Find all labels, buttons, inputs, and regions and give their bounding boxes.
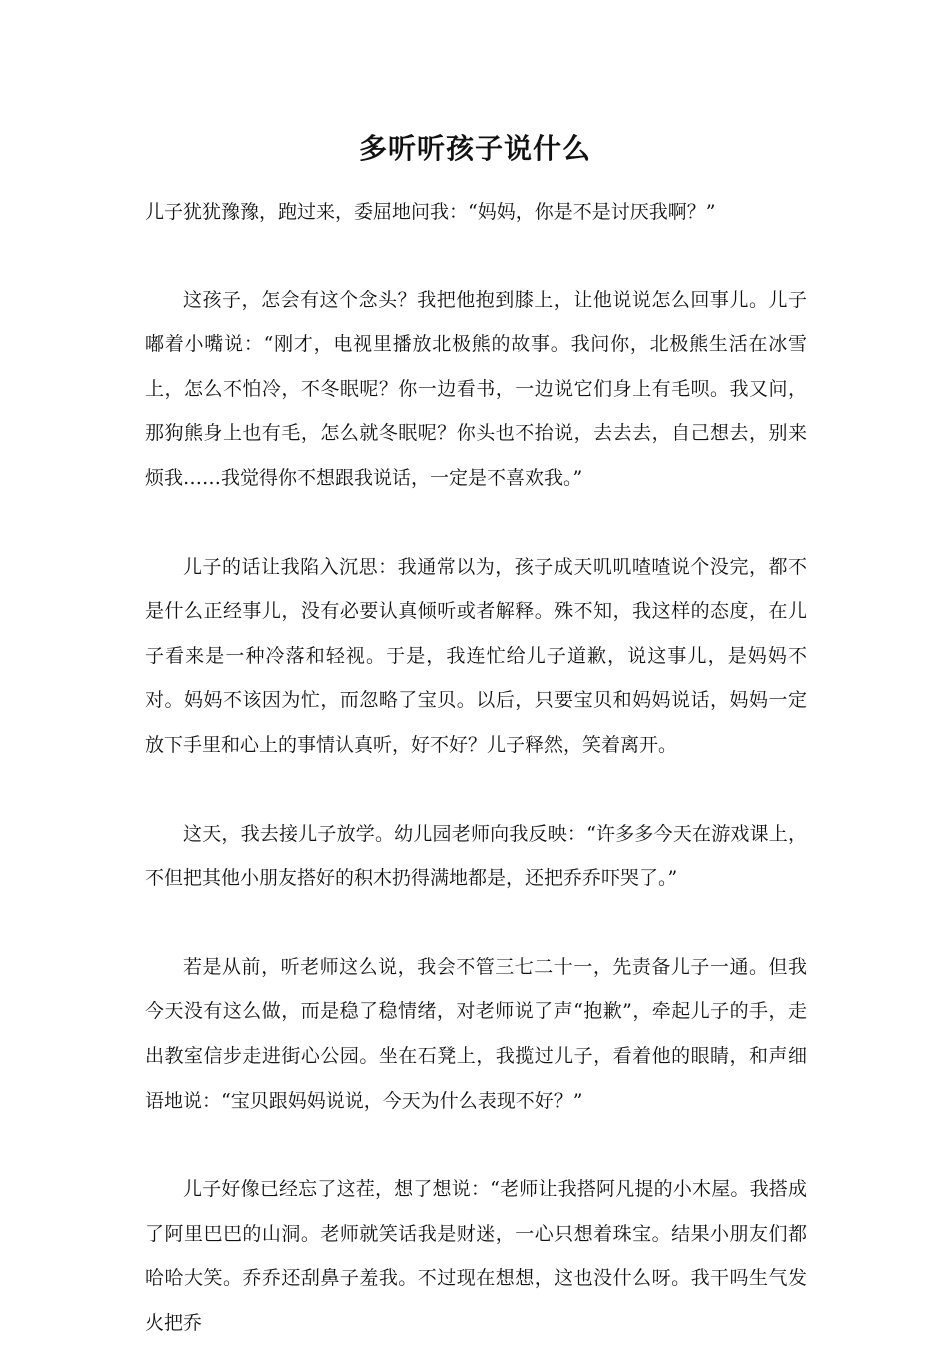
paragraph-6: 儿子好像已经忘了这茬，想了想说：“老师让我搭阿凡提的小木屋。我搭成了阿里巴巴的山洞。老师就笑话我是财迷，一心只想着珠宝。结果小朋友们都哈哈大笑。乔乔还刮鼻子羞我。不过现在想想，这也没什么呀。我干吗生气发火把乔 — [145, 1178, 807, 1334]
document-body — [145, 190, 807, 1345]
paragraph-2: 这孩子，怎会有这个念头？我把他抱到膝上，让他说说怎么回事儿。儿子嘟着小嘴说：“刚才，电视里播放北极熊的故事。我问你，北极熊生活在冰雪上，怎么不怕冷，不冬眠呢？你一边看书，一边说它们身上有毛呗。我又问，那狗熊身上也有毛，怎么就冬眠呢？你头也不抬说，去去去，自己想去，别来烦我……我觉得你不想跟我说话，一定是不喜欢我。” — [145, 288, 807, 489]
paragraph-4: 这天，我去接儿子放学。幼儿园老师向我反映：“许多多今天在游戏课上，不但把其他小朋友搭好的积木扔得满地都是，还把乔乔吓哭了。” — [145, 822, 807, 890]
paragraph-5: 若是从前，听老师这么说，我会不管三七二十一，先责备儿子一通。但我今天没有这么做，而是稳了稳情绪，对老师说了声“抱歉”，牵起儿子的手，走出教室信步走进街心公园。坐在石凳上，我揽过儿子，看着他的眼睛，和声细语地说：“宝贝跟妈妈说说，今天为什么表现不好？” — [145, 955, 807, 1112]
paragraph-3: 儿子的话让我陷入沉思：我通常以为，孩子成天叽叽喳喳说个没完，都不是什么正经事儿，没有必要认真倾听或者解释。殊不知，我这样的态度，在儿子看来是一种冷落和轻视。于是，我连忙给儿子道歉，说这事儿，是妈妈不对。妈妈不该因为忙，而忽略了宝贝。以后，只要宝贝和妈妈说话，妈妈一定放下手里和心上的事情认真听，好不好？儿子释然，笑着离开。 — [145, 555, 807, 756]
document-title: 多听听孩子说什么 — [358, 132, 591, 165]
paragraph-1: 儿子犹犹豫豫，跑过来，委屈地问我：“妈妈，你是不是讨厌我啊？” — [145, 201, 716, 223]
